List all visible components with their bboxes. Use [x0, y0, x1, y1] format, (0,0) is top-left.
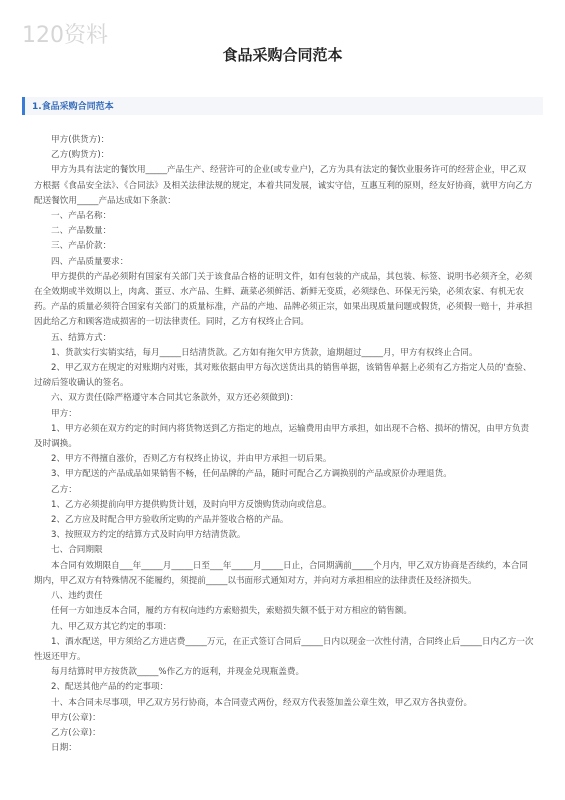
section-header [22, 97, 543, 115]
section-accent-bar [22, 97, 25, 115]
document-title: 食品采购合同范本 [222, 46, 343, 64]
contract-paragraph: 六、双方责任(除严格遵守本合同其它条款外，双方还必须做到)： [51, 393, 299, 404]
contract-paragraph: 甲方提供的产品必须附有国家有关部门关于该食品合格的证明文件，如有包装的产成品，其包装、标签、说明书必须齐全，必须在全效期或半效期以上，肉禽、蛋豆、水产品、生鲜、蔬菜必须鲜活、新鲜无变质，必须绿色、环保无污染，必须农家、有机无农药。产品的质量必须符合国家有关部门的质量标准，产品的产地、品牌必须正宗，如果出现质量问题或假货，必须假一赔十，并承担因此给乙方和顾客造成损害的一切法律责任。同时，乙方有权终止合同。 [34, 271, 533, 328]
contract-paragraph: 3、甲方配送的产品成品如果销售不畅，任何品牌的产品，随时可配合乙方调换别的产品或原价办理退货。 [51, 469, 452, 480]
contract-paragraph: 甲方(公章)： [51, 712, 101, 723]
section-label: 1.食品采购合同范本 [32, 102, 114, 112]
contract-paragraph: 三、产品价款： [51, 241, 112, 252]
contract-paragraph: 四、产品质量要求： [51, 256, 129, 267]
contract-paragraph: 3、按照双方约定的结算方式及时向甲方结清货款。 [51, 530, 246, 541]
contract-paragraph: 八、违约责任 [51, 591, 103, 602]
contract-paragraph: 1、甲方必须在双方约定的时间内将货物送到乙方指定的地点，运输费用由甲方承担，如出现不合格、损坏的情况，由甲方负责及时调换。 [34, 423, 530, 450]
contract-paragraph: 七、合同期限 [51, 545, 103, 556]
contract-paragraph: 2、乙方应及时配合甲方验收所定购的产品并签收合格的产品。 [51, 515, 289, 526]
contract-paragraph: 甲方： [51, 408, 77, 419]
watermark-logo: 120资料 [22, 23, 108, 48]
contract-paragraph: 2、甲乙双方在规定的对账期内对账，其对账依据由甲方每次送货出具的销售单据，该销售单据上必须有乙方指定人员的'查验、过磅后签收确认的签名。 [34, 363, 532, 389]
contract-paragraph: 一、产品名称： [51, 211, 112, 222]
contract-paragraph: 任何一方如违反本合同，履约方有权向违约方索赔损失，索赔损失额不低于对方相应的销售额。 [51, 606, 412, 617]
contract-paragraph: 甲方为具有法定的餐饮用_____产品生产、经营许可的企业(或专业户)，乙方为具有法定的餐饮业服务许可的经营企业，甲乙双方根据《食品安全法》、《合同法》及相关法律法规的规定，本着共同发展，诚实守信，互惠互利的原则，经友好协商，就甲方向乙方配送餐饮用_____产品达成如下条款： [34, 165, 533, 206]
contract-paragraph: 1、酒水配送，甲方须给乙方进店费_____万元，在正式签订合同后_____日内以现金一次性付清，合同终止后_____日内乙方一次性返还甲方。 [34, 636, 534, 662]
contract-paragraph: 日期： [51, 743, 77, 754]
contract-paragraph: 乙方： [51, 484, 77, 495]
contract-paragraph: 2、配送其他产品的约定事项： [51, 682, 169, 693]
contract-paragraph: 1、货款实行实销实结，每月_____日结清货款。乙方如有拖欠甲方货款，逾期超过_____月，甲方有权终止合同。 [51, 347, 478, 358]
contract-paragraph: 九、甲乙双方其它约定的事项： [51, 621, 172, 632]
contract-paragraph: 每月结算时甲方按货款_____%作乙方的返利，并现金兑现瓶盖费。 [51, 667, 305, 678]
contract-paragraph: 甲方(供货方)： [51, 135, 110, 145]
contract-paragraph: 1、乙方必须提前向甲方提供购货计划，及时向甲方反馈购货动向或信息。 [51, 499, 332, 510]
contract-paragraph: 本合同有效期限自___年_____月_____日至___年_____月_____日止，合同期满前_____个月内，甲乙双方协商是否续约，本合同期内，甲乙双方有特殊情况不能履约，须提前_____以书面形式通知对方，并向对方承担相应的法律责任及经济损失。 [34, 560, 528, 586]
contract-paragraph: 2、甲方不得擅自涨价，否则乙方有权终止协议，并由甲方承担一切后果。 [51, 454, 332, 465]
contract-body [34, 133, 534, 756]
contract-paragraph: 五、结算方式： [51, 332, 112, 343]
contract-paragraph: 十、本合同未尽事项，甲乙双方另行协商，本合同壹式两份，经双方代表签加盖公章生效，甲乙双方各执壹份。 [51, 697, 473, 708]
contract-paragraph: 乙方(公章)： [51, 727, 101, 738]
contract-paragraph: 乙方(购货方)： [51, 150, 110, 161]
contract-paragraph: 二、产品数量： [51, 226, 112, 237]
